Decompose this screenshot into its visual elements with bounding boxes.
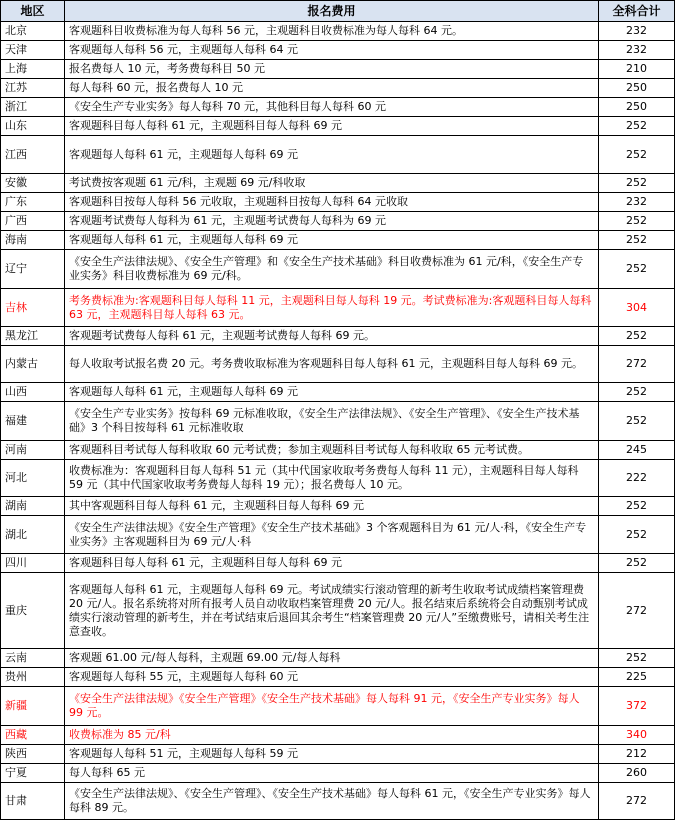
table-row bbox=[1, 60, 675, 79]
fee-cell: 客观题考试费每人每科为 61 元，主观题考试费每人每科为 69 元 bbox=[65, 212, 599, 231]
total-cell: 232 bbox=[599, 41, 675, 60]
table-row bbox=[1, 573, 675, 649]
table-row bbox=[1, 441, 675, 460]
total-cell: 252 bbox=[599, 231, 675, 250]
region-cell: 湖北 bbox=[1, 516, 65, 554]
table-row bbox=[1, 231, 675, 250]
fee-cell: 客观题每人每科 51 元，主观题每人每科 59 元 bbox=[65, 745, 599, 764]
fee-cell: 《安全生产法律法规》《安全生产管理》《安全生产技术基础》3 个客观题科目为 61 元/人·科，《安全生产专业实务》主客观题科目为 69 元/人·科 bbox=[65, 516, 599, 554]
region-cell: 安徽 bbox=[1, 174, 65, 193]
total-cell: 250 bbox=[599, 98, 675, 117]
fee-cell: 客观题科目收费标准为每人每科 56 元，主观题科目收费标准为每人每科 64 元。 bbox=[65, 22, 599, 41]
table-row bbox=[1, 516, 675, 554]
region-cell: 重庆 bbox=[1, 573, 65, 649]
fee-cell: 收费标准为 85 元/科 bbox=[65, 726, 599, 745]
table-row bbox=[1, 460, 675, 497]
total-cell: 252 bbox=[599, 212, 675, 231]
fee-cell: 客观题每人每科 61 元，主观题每人每科 69 元 bbox=[65, 136, 599, 174]
total-cell: 222 bbox=[599, 460, 675, 497]
region-cell: 海南 bbox=[1, 231, 65, 250]
fee-cell: 客观题 61.00 元/每人每科，主观题 69.00 元/每人每科 bbox=[65, 649, 599, 668]
total-cell: 252 bbox=[599, 554, 675, 573]
total-cell: 252 bbox=[599, 250, 675, 289]
region-cell: 浙江 bbox=[1, 98, 65, 117]
table-row bbox=[1, 193, 675, 212]
header-total: 全科合计 bbox=[599, 1, 675, 22]
region-cell: 北京 bbox=[1, 22, 65, 41]
fee-cell: 客观题考试费每人每科 61 元，主观题考试费每人每科 69 元。 bbox=[65, 327, 599, 346]
total-cell: 245 bbox=[599, 441, 675, 460]
region-cell: 黑龙江 bbox=[1, 327, 65, 346]
table-row bbox=[1, 136, 675, 174]
fee-cell: 客观题科目按每人每科 56 元收取，主观题科目按每人每科 64 元收取 bbox=[65, 193, 599, 212]
total-cell: 252 bbox=[599, 174, 675, 193]
fee-cell: 《安全生产法律法规》、《安全生产管理》、《安全生产技术基础》每人每科 61 元，《安全生产专业实务》每人每科 89 元。 bbox=[65, 783, 599, 820]
total-cell: 272 bbox=[599, 346, 675, 383]
table-row bbox=[1, 649, 675, 668]
header-region: 地区 bbox=[1, 1, 65, 22]
table-row bbox=[1, 726, 675, 745]
fee-cell: 客观题每人每科 55 元，主观题每人每科 60 元 bbox=[65, 668, 599, 687]
fee-cell: 客观题每人每科 61 元，主观题每人每科 69 元 bbox=[65, 383, 599, 402]
region-cell: 西藏 bbox=[1, 726, 65, 745]
total-cell: 225 bbox=[599, 668, 675, 687]
table-row bbox=[1, 212, 675, 231]
region-cell: 四川 bbox=[1, 554, 65, 573]
region-cell: 广西 bbox=[1, 212, 65, 231]
total-cell: 252 bbox=[599, 136, 675, 174]
total-cell: 272 bbox=[599, 573, 675, 649]
total-cell: 232 bbox=[599, 193, 675, 212]
fee-cell: 《安全生产法律法规》、《安全生产管理》和《安全生产技术基础》科目收费标准为 61 元/科，《安全生产专业实务》科目收费标准为 69 元/科。 bbox=[65, 250, 599, 289]
total-cell: 252 bbox=[599, 402, 675, 441]
total-cell: 340 bbox=[599, 726, 675, 745]
region-cell: 福建 bbox=[1, 402, 65, 441]
total-cell: 304 bbox=[599, 289, 675, 327]
total-cell: 252 bbox=[599, 649, 675, 668]
total-cell: 252 bbox=[599, 383, 675, 402]
fee-cell: 客观题科目每人每科 61 元，主观题科目每人每科 69 元 bbox=[65, 117, 599, 136]
table-row bbox=[1, 174, 675, 193]
header-fee: 报名费用 bbox=[65, 1, 599, 22]
table-row bbox=[1, 764, 675, 783]
total-cell: 232 bbox=[599, 22, 675, 41]
fee-cell: 客观题科目每人每科 61 元，主观题科目每人每科 69 元 bbox=[65, 554, 599, 573]
table-row bbox=[1, 554, 675, 573]
table-row bbox=[1, 22, 675, 41]
table-row bbox=[1, 250, 675, 289]
region-cell: 河北 bbox=[1, 460, 65, 497]
fee-cell: 考试费按客观题 61 元/科，主观题 69 元/科收取 bbox=[65, 174, 599, 193]
total-cell: 372 bbox=[599, 687, 675, 726]
region-cell: 江苏 bbox=[1, 79, 65, 98]
region-cell: 辽宁 bbox=[1, 250, 65, 289]
fee-cell: 客观题每人每科 61 元，主观题每人每科 69 元。考试成绩实行滚动管理的新考生收取考试成绩档案管理费 20 元/人。报名系统将对所有报考人员自动收取档案管理费 20 元/人。报名结束后系统将会自动甄别考试成绩实行滚动管理的新考生，并在考试结束后退回其余考生“档案管理费 20 元/人”至缴费账号，请相关考生注意查收。 bbox=[65, 573, 599, 649]
fee-cell: 每人每科 65 元 bbox=[65, 764, 599, 783]
total-cell: 252 bbox=[599, 497, 675, 516]
region-cell: 云南 bbox=[1, 649, 65, 668]
fee-cell: 报名费每人 10 元，考务费每科目 50 元 bbox=[65, 60, 599, 79]
region-cell: 山东 bbox=[1, 117, 65, 136]
fee-cell: 客观题每人每科 61 元，主观题每人每科 69 元 bbox=[65, 231, 599, 250]
table-row bbox=[1, 687, 675, 726]
fee-cell: 每人每科 60 元，报名费每人 10 元 bbox=[65, 79, 599, 98]
total-cell: 272 bbox=[599, 783, 675, 820]
fee-cell: 考务费标准为:客观题科目每人每科 11 元，主观题科目每人每科 19 元。考试费标准为:客观题科目每人每科 63 元，主观题科目每人每科 63 元。 bbox=[65, 289, 599, 327]
region-cell: 贵州 bbox=[1, 668, 65, 687]
table-row bbox=[1, 383, 675, 402]
total-cell: 260 bbox=[599, 764, 675, 783]
fee-cell: 收费标准为：客观题科目每人每科 51 元（其中代国家收取考务费每人每科 11 元），主观题科目每人每科 59 元（其中代国家收取考务费每人每科 19 元）；报名费每人 10 元。 bbox=[65, 460, 599, 497]
header-row bbox=[1, 1, 675, 22]
table-row bbox=[1, 402, 675, 441]
table-row bbox=[1, 41, 675, 60]
table-row bbox=[1, 79, 675, 98]
table-row bbox=[1, 117, 675, 136]
table-row bbox=[1, 98, 675, 117]
table-row bbox=[1, 289, 675, 327]
region-cell: 新疆 bbox=[1, 687, 65, 726]
region-cell: 江西 bbox=[1, 136, 65, 174]
total-cell: 250 bbox=[599, 79, 675, 98]
fee-cell: 《安全生产专业实务》每人每科 70 元，其他科目每人每科 60 元 bbox=[65, 98, 599, 117]
table-row bbox=[1, 745, 675, 764]
total-cell: 212 bbox=[599, 745, 675, 764]
region-cell: 山西 bbox=[1, 383, 65, 402]
fee-cell: 其中客观题科目每人每科 61 元，主观题科目每人每科 69 元 bbox=[65, 497, 599, 516]
table-row bbox=[1, 346, 675, 383]
region-cell: 吉林 bbox=[1, 289, 65, 327]
fee-cell: 《安全生产专业实务》按每科 69 元标准收取，《安全生产法律法规》、《安全生产管理》、《安全生产技术基础》3 个科目按每科 61 元标准收取 bbox=[65, 402, 599, 441]
region-cell: 宁夏 bbox=[1, 764, 65, 783]
total-cell: 252 bbox=[599, 117, 675, 136]
region-cell: 上海 bbox=[1, 60, 65, 79]
table-row bbox=[1, 497, 675, 516]
fee-cell: 客观题科目考试每人每科收取 60 元考试费；参加主观题科目考试每人每科收取 65 元考试费。 bbox=[65, 441, 599, 460]
region-cell: 河南 bbox=[1, 441, 65, 460]
region-cell: 广东 bbox=[1, 193, 65, 212]
total-cell: 210 bbox=[599, 60, 675, 79]
region-cell: 湖南 bbox=[1, 497, 65, 516]
fee-cell: 客观题每人每科 56 元，主观题每人每科 64 元 bbox=[65, 41, 599, 60]
table-row bbox=[1, 668, 675, 687]
fee-cell: 每人收取考试报名费 20 元。考务费收取标准为客观题科目每人每科 61 元，主观题科目每人每科 69 元。 bbox=[65, 346, 599, 383]
region-cell: 甘肃 bbox=[1, 783, 65, 820]
total-cell: 252 bbox=[599, 516, 675, 554]
region-cell: 天津 bbox=[1, 41, 65, 60]
table-row bbox=[1, 783, 675, 820]
fee-cell: 《安全生产法律法规》《安全生产管理》《安全生产技术基础》每人每科 91 元，《安全生产专业实务》每人 99 元。 bbox=[65, 687, 599, 726]
region-cell: 内蒙古 bbox=[1, 346, 65, 383]
total-cell: 252 bbox=[599, 327, 675, 346]
table-row bbox=[1, 327, 675, 346]
region-cell: 陕西 bbox=[1, 745, 65, 764]
